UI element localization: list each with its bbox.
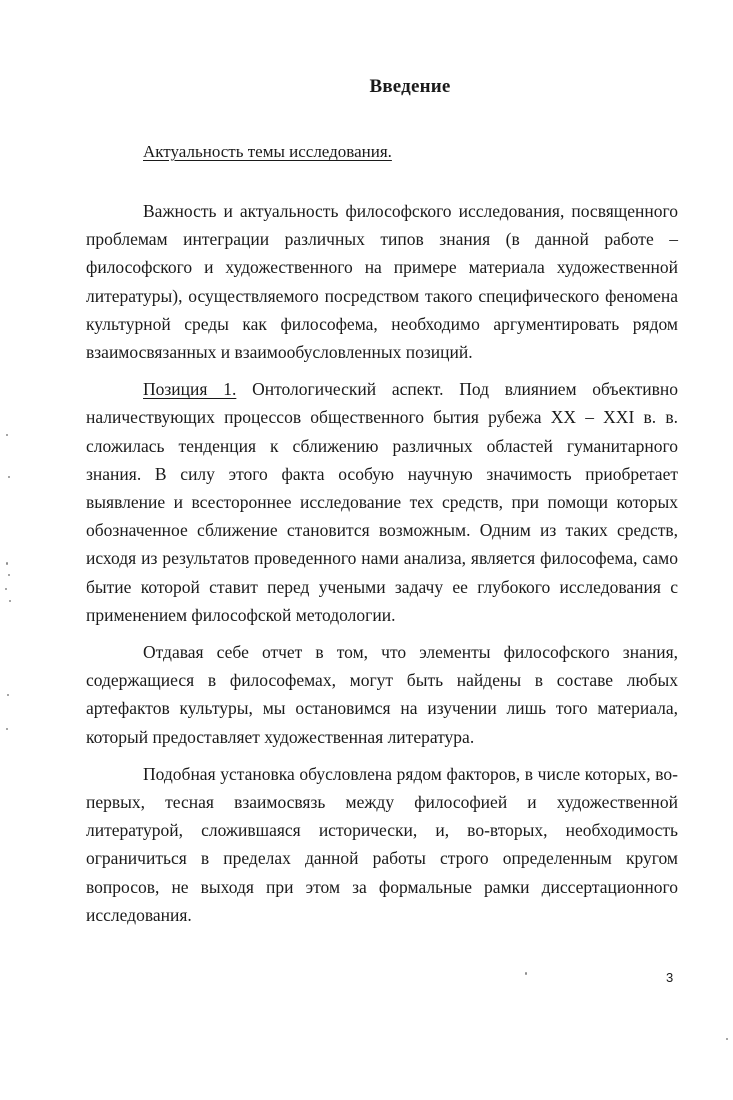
paragraph-4-text: Подобная установка обусловлена рядом факторов, в числе которых, во-первых, тесная взаимосвязь между философией и художественной литературой, сложившаяся исторически, и, во-вторых, необходимость ограничиться в пределах данной работы строго определенным кругом вопросов, не выходя при этом за формальные рамки диссертационного исследования.: [86, 763, 678, 925]
scan-speck: [525, 972, 527, 975]
paragraph-1: [86, 197, 678, 366]
position-1-label: Позиция 1.: [143, 379, 237, 400]
paragraph-4: [86, 760, 678, 929]
scan-speck: [6, 434, 8, 436]
scan-speck: [726, 1038, 728, 1040]
paragraph-3-text: Отдавая себе отчет в том, что элементы философского знания, содержащиеся в философемах, могут быть найдены в составе любых артефактов культуры, мы остановимся на изучении лишь того материала, который предоставляет художественная литература.: [86, 642, 678, 747]
paragraph-1-text: Важность и актуальность философского исследования, посвященного проблемам интеграции различных типов знания (в данной работе – философского и художественного на примере материала художественной литературы), осуществляемого посредством такого специфического феномена культурной среды как философема, необходимо аргументировать рядом взаимосвязанных и взаимообусловленных позиций.: [86, 201, 678, 363]
page-number: 3: [666, 970, 674, 985]
scan-speck: [8, 476, 10, 478]
paragraph-2-text: Онтологический аспект. Под влиянием объективно наличествующих процессов общественного бытия рубежа XX – XXI в. в. сложилась тенденция к сближению различных областей гуманитарного знания. В силу этого факта особую научную значимость приобретает выявление и всестороннее исследование тех средств, при помощи которых обозначенное сближение становится возможным. Одним из таких средств, исходя из результатов проведенного нами анализа, является философема, само бытие которой ставит перед учеными задачу ее глубокого исследования с применением философской методологии.: [86, 379, 678, 625]
scan-speck: [8, 574, 10, 576]
page-title: Введение: [369, 76, 451, 97]
scan-speck: [6, 728, 8, 730]
paragraph-2: [86, 375, 678, 629]
scan-speck: [6, 562, 8, 565]
scan-speck: [5, 588, 7, 590]
section-heading: Актуальность темы исследования.: [143, 142, 392, 161]
paragraph-3: [86, 638, 678, 751]
scan-speck: [9, 600, 11, 602]
scan-speck: [7, 694, 9, 696]
body-text: [86, 197, 678, 938]
